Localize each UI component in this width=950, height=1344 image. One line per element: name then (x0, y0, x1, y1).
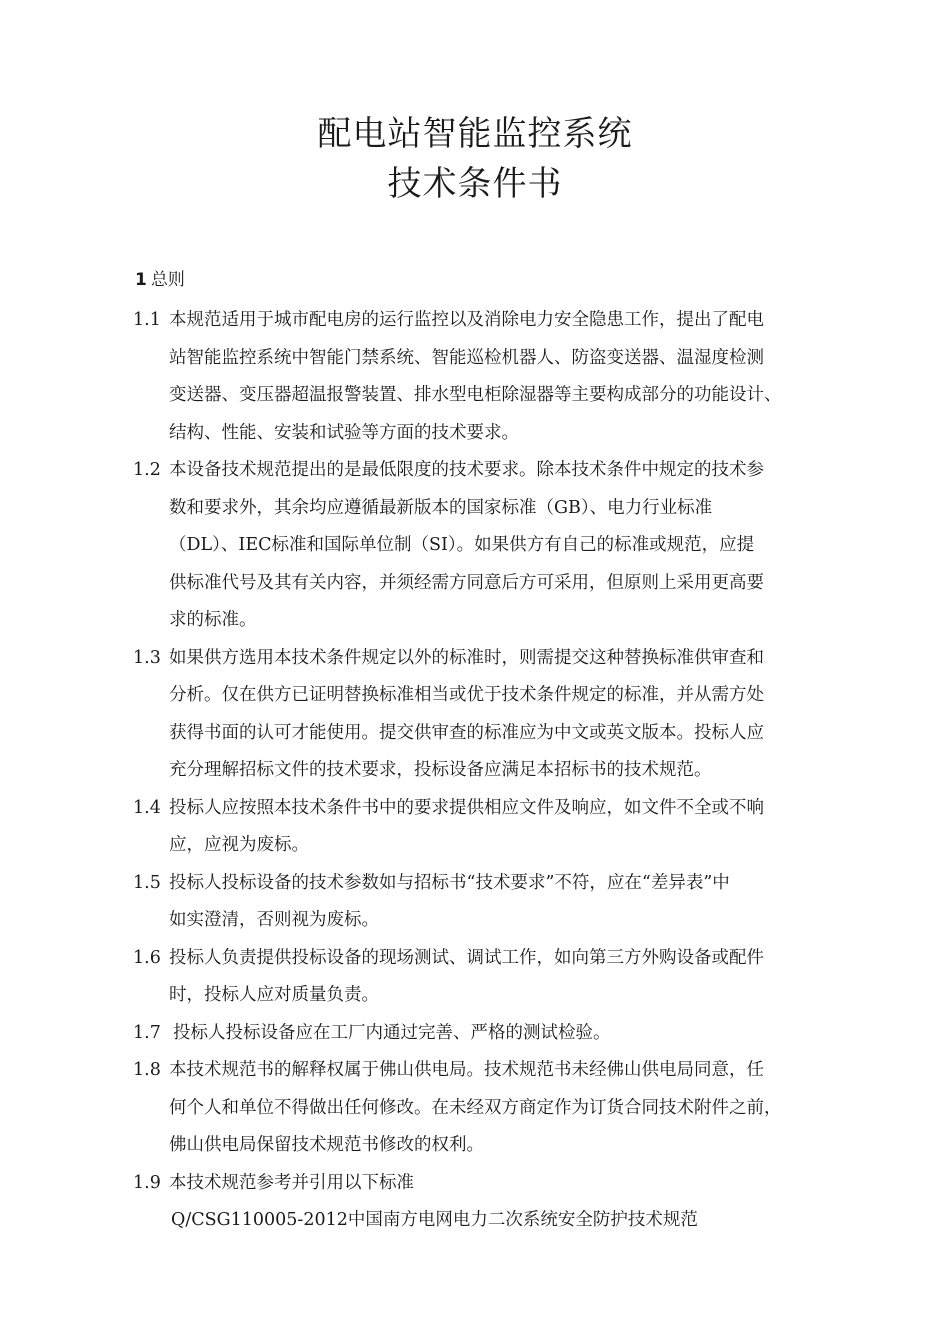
document-title-line2: 技术条件书 (387, 164, 563, 204)
clause-line: 如果供方选用本技术条件规定以外的标准时，则需提交这种替换标准供审查和 (169, 647, 764, 668)
document-title-line1: 配电站智能监控系统 (317, 114, 633, 154)
clause-1-5 (133, 865, 833, 940)
clause-number: 1.6 (133, 947, 161, 968)
clause-text (173, 1015, 833, 1053)
clause-line: 本规范适用于城市配电房的运行监控以及消除电力安全隐患工作，提出了配电 (169, 310, 764, 330)
clause-line: 时，投标人应对质量负责。 (169, 985, 379, 1005)
clause-line: 充分理解招标文件的技术要求，投标设备应满足本招标书的技术规范。 (169, 760, 712, 780)
clause-line: 获得书面的认可才能使用。提交供审查的标准应为中文或英文版本。投标人应 (169, 722, 764, 743)
clause-line: 本技术规范参考并引用以下标准 (169, 1172, 414, 1193)
clause-line: 投标人投标设备的技术参数如与招标书“技术要求”不符，应在“差异表”中 (169, 872, 730, 893)
clause-line: 站智能监控系统中智能门禁系统、智能巡检机器人、防盗变送器、温湿度检测 (169, 347, 764, 368)
clause-line: 变送器、变压器超温报警装置、排水型电柜除湿器等主要构成部分的功能设计、 (169, 385, 782, 405)
clause-text (169, 302, 833, 452)
clause-line: （DL）、IEC标准和国际单位制（SI）。如果供方有自己的标准或规范，应提 (169, 535, 755, 555)
clause-line: 投标人投标设备应在工厂内通过完善、严格的测试检验。 (173, 1022, 611, 1043)
clause-line: 求的标准。 (169, 610, 257, 630)
clause-text (169, 865, 833, 940)
clause-1-2 (133, 452, 833, 640)
clause-number: 1.9 (133, 1172, 161, 1193)
referenced-standard: Q/CSG110005-2012中国南方电网电力二次系统安全防护技术规范 (171, 1210, 698, 1230)
clause-text (169, 1165, 833, 1203)
clause-line: 投标人负责提供投标设备的现场测试、调试工作，如向第三方外购设备或配件 (169, 947, 764, 968)
clause-1-6 (133, 940, 833, 1015)
clause-line: 分析。仅在供方已证明替换标准相当或优于技术条件规定的标准，并从需方处 (169, 685, 764, 705)
clause-line: 如实澄清，否则视为废标。 (169, 910, 379, 930)
clause-line: 本技术规范书的解释权属于佛山供电局。技术规范书未经佛山供电局同意，任 (169, 1060, 764, 1080)
clause-number: 1.7 (133, 1022, 161, 1043)
clause-1-4 (133, 790, 833, 865)
clause-text (169, 640, 833, 790)
clause-text (169, 452, 833, 640)
clause-text (169, 940, 833, 1015)
clause-line: 何个人和单位不得做出任何修改。在未经双方商定作为订货合同技术附件之前， (169, 1097, 782, 1118)
clause-number: 1.5 (133, 872, 161, 893)
clause-1-3 (133, 640, 833, 790)
clause-1-1 (133, 302, 833, 452)
clause-number: 1.4 (133, 797, 161, 818)
clause-number: 1.8 (133, 1060, 161, 1080)
clause-number: 1.1 (133, 310, 161, 330)
section-heading (135, 268, 185, 292)
clause-line: 佛山供电局保留技术规范书修改的权利。 (169, 1135, 484, 1155)
clause-number: 1.2 (133, 460, 161, 480)
section-title: 总则 (150, 270, 185, 290)
section-number: 1 (135, 270, 147, 290)
clause-line: 本设备技术规范提出的是最低限度的技术要求。除本技术条件中规定的技术参 (169, 460, 764, 480)
clause-line: 数和要求外，其余均应遵循最新版本的国家标准（GB）、电力行业标准 (169, 497, 713, 518)
clause-1-8 (133, 1052, 833, 1165)
clause-number: 1.3 (133, 647, 161, 668)
clause-line: 应，应视为废标。 (169, 835, 309, 855)
clause-1-7 (133, 1015, 833, 1053)
clause-line: 投标人应按照本技术条件书中的要求提供相应文件及响应，如文件不全或不响 (169, 797, 764, 818)
clause-text (169, 1052, 833, 1165)
clause-line: 供标准代号及其有关内容，并须经需方同意后方可采用，但原则上采用更高要 (169, 572, 764, 593)
clause-text (169, 790, 833, 865)
clause-line: 结构、性能、安装和试验等方面的技术要求。 (169, 422, 519, 443)
clause-list (133, 302, 833, 1240)
clause-1-9 (133, 1165, 833, 1203)
